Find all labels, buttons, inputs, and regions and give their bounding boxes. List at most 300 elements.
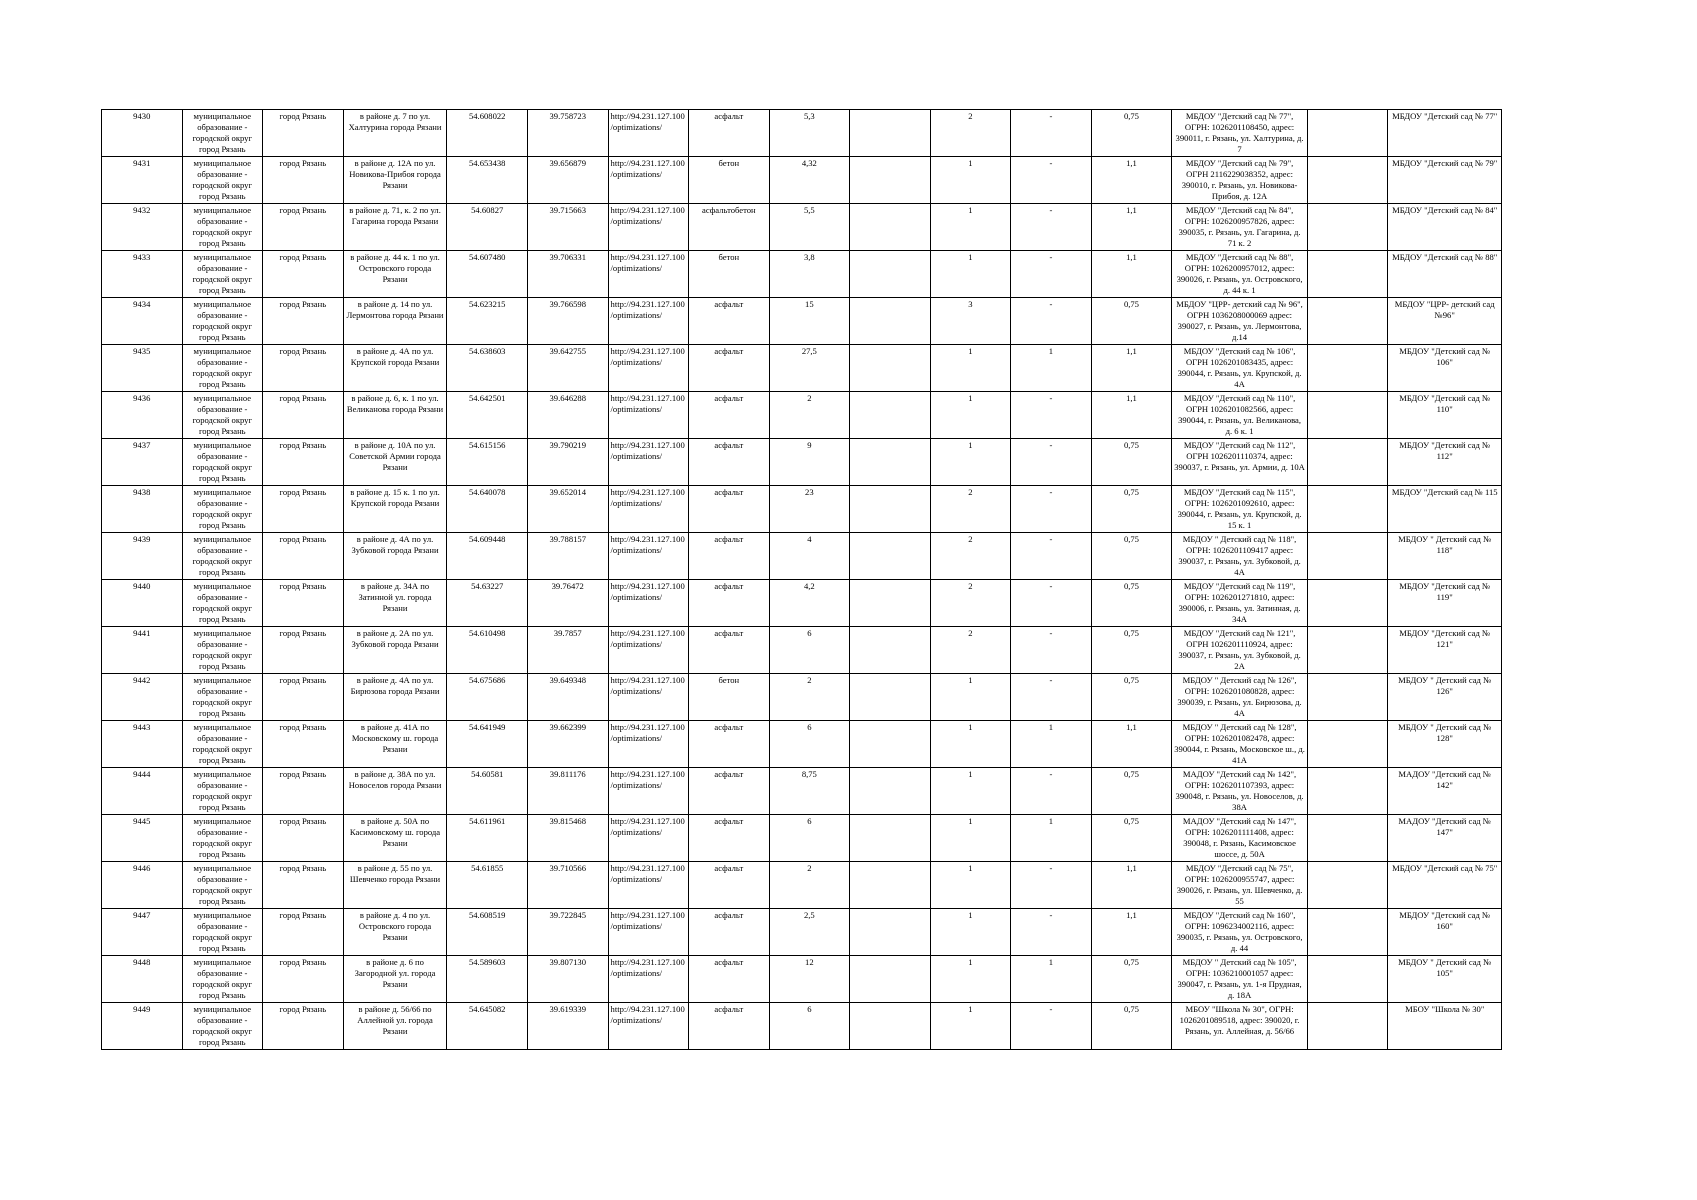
cell-latitude: 54.640078 [447, 486, 528, 533]
cell-owner-details: МБДОУ "Детский сад № 75", ОГРН: 1026200955747, адрес: 390026, г. Рязань, ул. Шевченко, д. 55 [1172, 862, 1308, 909]
cell-municipality: муниципальное образование - городской округ город Рязань [182, 909, 263, 956]
cell-locality: город Рязань [263, 909, 344, 956]
cell-latitude: 54.642501 [447, 392, 528, 439]
cell-surface: бетон [689, 674, 770, 721]
cell-municipality: муниципальное образование - городской округ город Рязань [182, 1003, 263, 1050]
cell-column-12: - [1011, 768, 1092, 815]
cell-area: 3,8 [769, 251, 850, 298]
table-row [102, 956, 1502, 1003]
cell-organization: МБДОУ "Детский сад № 88" [1388, 251, 1502, 298]
cell-longitude: 39.706331 [527, 251, 608, 298]
cell-map-link[interactable]: http://94.231.127.100/optimizations/ [608, 674, 689, 721]
table-row [102, 674, 1502, 721]
cell-locality: город Рязань [263, 298, 344, 345]
cell-container-volume: 1,1 [1091, 721, 1172, 768]
cell-map-link[interactable]: http://94.231.127.100/optimizations/ [608, 345, 689, 392]
cell-owner-details: МБДОУ "Детский сад № 112", ОГРН 1026201110374, адрес: 390037, г. Рязань, ул. Армии, д. 10А [1172, 439, 1308, 486]
cell-row-number: 9445 [102, 815, 183, 862]
cell-map-link[interactable]: http://94.231.127.100/optimizations/ [608, 533, 689, 580]
cell-longitude: 39.619339 [527, 1003, 608, 1050]
cell-column-10 [850, 674, 931, 721]
cell-municipality: муниципальное образование - городской округ город Рязань [182, 533, 263, 580]
cell-map-link[interactable]: http://94.231.127.100/optimizations/ [608, 298, 689, 345]
cell-column-10 [850, 345, 931, 392]
cell-area: 8,75 [769, 768, 850, 815]
cell-container-volume: 0,75 [1091, 627, 1172, 674]
cell-locality: город Рязань [263, 439, 344, 486]
cell-location: в районе д. 4А по ул. Зубковой города Рязани [343, 533, 447, 580]
cell-column-15 [1307, 110, 1388, 157]
cell-longitude: 39.815468 [527, 815, 608, 862]
cell-area: 2 [769, 674, 850, 721]
cell-location: в районе д. 12А по ул. Новикова-Прибоя города Рязани [343, 157, 447, 204]
cell-column-15 [1307, 533, 1388, 580]
table-row [102, 909, 1502, 956]
table-row [102, 251, 1502, 298]
cell-row-number: 9436 [102, 392, 183, 439]
cell-organization: МБДОУ "Детский сад № 119" [1388, 580, 1502, 627]
cell-municipality: муниципальное образование - городской округ город Рязань [182, 486, 263, 533]
cell-latitude: 54.623215 [447, 298, 528, 345]
cell-map-link[interactable]: http://94.231.127.100/optimizations/ [608, 157, 689, 204]
cell-column-12: - [1011, 204, 1092, 251]
table-row [102, 298, 1502, 345]
cell-column-15 [1307, 580, 1388, 627]
cell-location: в районе д. 56/66 по Аллейной ул. города Рязани [343, 1003, 447, 1050]
table-row [102, 1003, 1502, 1050]
cell-column-10 [850, 1003, 931, 1050]
cell-owner-details: МАДОУ "Детский сад № 142", ОГРН: 1026201107393, адрес: 390048, г. Рязань, ул. Новоселов, д. 38А [1172, 768, 1308, 815]
cell-longitude: 39.788157 [527, 533, 608, 580]
cell-column-12: - [1011, 392, 1092, 439]
cell-surface: асфальт [689, 110, 770, 157]
cell-locality: город Рязань [263, 345, 344, 392]
cell-location: в районе д. 38А по ул. Новоселов города Рязани [343, 768, 447, 815]
cell-owner-details: МАДОУ "Детский сад № 147", ОГРН: 1026201111408, адрес: 390048, г. Рязань, Касимовское шоссе, д. 50А [1172, 815, 1308, 862]
cell-map-link[interactable]: http://94.231.127.100/optimizations/ [608, 251, 689, 298]
cell-locality: город Рязань [263, 627, 344, 674]
cell-surface: асфальт [689, 721, 770, 768]
cell-municipality: муниципальное образование - городской округ город Рязань [182, 956, 263, 1003]
cell-column-10 [850, 298, 931, 345]
cell-row-number: 9442 [102, 674, 183, 721]
cell-organization: МБДОУ " Детский сад № 105" [1388, 956, 1502, 1003]
cell-owner-details: МБДОУ "Детский сад № 88", ОГРН: 1026200957012, адрес: 390026, г. Рязань, ул. Островского, д. 44 к. 1 [1172, 251, 1308, 298]
cell-column-10 [850, 909, 931, 956]
cell-municipality: муниципальное образование - городской округ город Рязань [182, 768, 263, 815]
cell-container-count: 1 [930, 204, 1011, 251]
cell-municipality: муниципальное образование - городской округ город Рязань [182, 862, 263, 909]
cell-column-12: - [1011, 533, 1092, 580]
cell-column-15 [1307, 721, 1388, 768]
cell-longitude: 39.766598 [527, 298, 608, 345]
cell-municipality: муниципальное образование - городской округ город Рязань [182, 251, 263, 298]
cell-location: в районе д. 50А по Касимовскому ш. города Рязани [343, 815, 447, 862]
cell-municipality: муниципальное образование - городской округ город Рязань [182, 439, 263, 486]
cell-column-10 [850, 627, 931, 674]
cell-owner-details: МБДОУ "Детский сад № 77", ОГРН: 1026201108450, адрес: 390011, г. Рязань, ул. Халтурина, д. 7 [1172, 110, 1308, 157]
cell-container-volume: 0,75 [1091, 768, 1172, 815]
cell-longitude: 39.722845 [527, 909, 608, 956]
table-row [102, 627, 1502, 674]
cell-column-15 [1307, 439, 1388, 486]
cell-organization: МБОУ "Школа № 30" [1388, 1003, 1502, 1050]
cell-latitude: 54.675686 [447, 674, 528, 721]
cell-longitude: 39.656879 [527, 157, 608, 204]
cell-locality: город Рязань [263, 721, 344, 768]
cell-area: 4,2 [769, 580, 850, 627]
cell-column-10 [850, 157, 931, 204]
cell-municipality: муниципальное образование - городской округ город Рязань [182, 815, 263, 862]
cell-municipality: муниципальное образование - городской округ город Рязань [182, 204, 263, 251]
cell-locality: город Рязань [263, 862, 344, 909]
cell-column-12: - [1011, 674, 1092, 721]
cell-container-volume: 0,75 [1091, 674, 1172, 721]
cell-container-volume: 0,75 [1091, 298, 1172, 345]
table-row [102, 204, 1502, 251]
cell-column-15 [1307, 627, 1388, 674]
cell-organization: МАДОУ "Детский сад № 142" [1388, 768, 1502, 815]
cell-longitude: 39.710566 [527, 862, 608, 909]
cell-surface: асфальт [689, 815, 770, 862]
cell-column-15 [1307, 486, 1388, 533]
table-row [102, 345, 1502, 392]
cell-organization: МБДОУ " Детский сад № 126" [1388, 674, 1502, 721]
cell-latitude: 54.607480 [447, 251, 528, 298]
cell-map-link[interactable]: http://94.231.127.100/optimizations/ [608, 909, 689, 956]
cell-container-volume: 0,75 [1091, 1003, 1172, 1050]
cell-area: 5,5 [769, 204, 850, 251]
cell-owner-details: МБДОУ " Детский сад № 118", ОГРН: 1026201109417 адрес: 390037, г. Рязань, ул. Зубковой, д. 4А [1172, 533, 1308, 580]
cell-container-count: 2 [930, 110, 1011, 157]
cell-column-15 [1307, 157, 1388, 204]
cell-municipality: муниципальное образование - городской округ город Рязань [182, 298, 263, 345]
cell-container-count: 3 [930, 298, 1011, 345]
cell-surface: асфальт [689, 909, 770, 956]
cell-locality: город Рязань [263, 956, 344, 1003]
cell-organization: МБДОУ "Детский сад № 112" [1388, 439, 1502, 486]
cell-column-10 [850, 251, 931, 298]
cell-owner-details: МБДОУ " Детский сад № 105", ОГРН: 1036210001057 адрес: 390047, г. Рязань, ул. 1-я Прудная, д. 18А [1172, 956, 1308, 1003]
cell-locality: город Рязань [263, 533, 344, 580]
cell-container-volume: 1,1 [1091, 157, 1172, 204]
cell-row-number: 9432 [102, 204, 183, 251]
cell-container-volume: 1,1 [1091, 251, 1172, 298]
cell-map-link[interactable]: http://94.231.127.100/optimizations/ [608, 627, 689, 674]
cell-area: 4,32 [769, 157, 850, 204]
cell-map-link[interactable]: http://94.231.127.100/optimizations/ [608, 110, 689, 157]
cell-row-number: 9440 [102, 580, 183, 627]
cell-column-12: - [1011, 862, 1092, 909]
cell-area: 6 [769, 627, 850, 674]
cell-row-number: 9431 [102, 157, 183, 204]
cell-locality: город Рязань [263, 674, 344, 721]
cell-column-12: - [1011, 439, 1092, 486]
cell-latitude: 54.609448 [447, 533, 528, 580]
cell-organization: МБДОУ "Детский сад № 79" [1388, 157, 1502, 204]
cell-surface: асфальт [689, 862, 770, 909]
cell-row-number: 9444 [102, 768, 183, 815]
cell-location: в районе д. 4А по ул. Бирюзова города Рязани [343, 674, 447, 721]
cell-container-volume: 0,75 [1091, 956, 1172, 1003]
cell-locality: город Рязань [263, 580, 344, 627]
cell-column-10 [850, 533, 931, 580]
cell-map-link[interactable]: http://94.231.127.100/optimizations/ [608, 721, 689, 768]
cell-column-12: - [1011, 298, 1092, 345]
table-row [102, 768, 1502, 815]
cell-location: в районе д. 6, к. 1 по ул. Великанова города Рязани [343, 392, 447, 439]
cell-column-12: 1 [1011, 721, 1092, 768]
cell-longitude: 39.790219 [527, 439, 608, 486]
cell-longitude: 39.758723 [527, 110, 608, 157]
cell-latitude: 54.653438 [447, 157, 528, 204]
cell-row-number: 9448 [102, 956, 183, 1003]
cell-location: в районе д. 2А по ул. Зубковой города Рязани [343, 627, 447, 674]
cell-container-count: 1 [930, 392, 1011, 439]
cell-map-link[interactable]: http://94.231.127.100/optimizations/ [608, 862, 689, 909]
cell-longitude: 39.652014 [527, 486, 608, 533]
cell-container-volume: 0,75 [1091, 439, 1172, 486]
cell-column-15 [1307, 298, 1388, 345]
cell-location: в районе д. 14 по ул. Лермонтова города Рязани [343, 298, 447, 345]
cell-column-15 [1307, 909, 1388, 956]
cell-container-volume: 0,75 [1091, 815, 1172, 862]
cell-area: 4 [769, 533, 850, 580]
cell-surface: бетон [689, 251, 770, 298]
cell-owner-details: МБДОУ "ЦРР- детский сад № 96", ОГРН 1036208000069 адрес: 390027, г. Рязань, ул. Лермонтова, д.14 [1172, 298, 1308, 345]
cell-container-count: 2 [930, 533, 1011, 580]
cell-row-number: 9430 [102, 110, 183, 157]
cell-owner-details: МБДОУ "Детский сад № 79", ОГРН 2116229038352, адрес: 390010, г. Рязань, ул. Новикова-Прибоя, д. 12А [1172, 157, 1308, 204]
cell-location: в районе д. 4 по ул. Островского города Рязани [343, 909, 447, 956]
cell-municipality: муниципальное образование - городской округ город Рязань [182, 345, 263, 392]
cell-longitude: 39.662399 [527, 721, 608, 768]
cell-column-12: 1 [1011, 345, 1092, 392]
cell-container-count: 1 [930, 956, 1011, 1003]
cell-row-number: 9447 [102, 909, 183, 956]
cell-location: в районе д. 7 по ул. Халтурина города Рязани [343, 110, 447, 157]
cell-container-count: 1 [930, 157, 1011, 204]
cell-container-count: 1 [930, 345, 1011, 392]
cell-organization: МБДОУ "Детский сад № 160" [1388, 909, 1502, 956]
cell-column-10 [850, 768, 931, 815]
cell-column-12: - [1011, 110, 1092, 157]
cell-owner-details: МБДОУ " Детский сад № 126", ОГРН: 1026201080828, адрес: 390039, г. Рязань, ул. Бирюзова, д. 4А [1172, 674, 1308, 721]
cell-longitude: 39.646288 [527, 392, 608, 439]
cell-surface: асфальт [689, 439, 770, 486]
cell-organization: МБДОУ "Детский сад № 110" [1388, 392, 1502, 439]
cell-column-12: - [1011, 909, 1092, 956]
cell-owner-details: МБДОУ " Детский сад № 128", ОГРН: 1026201082478, адрес: 390044, г. Рязань, Московское ш., д. 41А [1172, 721, 1308, 768]
cell-container-volume: 1,1 [1091, 862, 1172, 909]
cell-latitude: 54.63227 [447, 580, 528, 627]
cell-row-number: 9437 [102, 439, 183, 486]
cell-locality: город Рязань [263, 110, 344, 157]
table-row [102, 533, 1502, 580]
cell-surface: бетон [689, 157, 770, 204]
cell-location: в районе д. 55 по ул. Шевченко города Рязани [343, 862, 447, 909]
cell-location: в районе д. 4А по ул. Крупской города Рязани [343, 345, 447, 392]
cell-column-12: - [1011, 251, 1092, 298]
cell-container-count: 1 [930, 251, 1011, 298]
cell-row-number: 9433 [102, 251, 183, 298]
cell-container-volume: 1,1 [1091, 345, 1172, 392]
cell-locality: город Рязань [263, 392, 344, 439]
cell-area: 6 [769, 815, 850, 862]
cell-column-15 [1307, 956, 1388, 1003]
cell-location: в районе д. 41А по Московскому ш. города Рязани [343, 721, 447, 768]
cell-map-link[interactable]: http://94.231.127.100/optimizations/ [608, 439, 689, 486]
cell-row-number: 9446 [102, 862, 183, 909]
cell-locality: город Рязань [263, 1003, 344, 1050]
cell-column-15 [1307, 815, 1388, 862]
cell-area: 15 [769, 298, 850, 345]
cell-map-link[interactable]: http://94.231.127.100/optimizations/ [608, 815, 689, 862]
cell-surface: асфальтобетон [689, 204, 770, 251]
cell-locality: город Рязань [263, 157, 344, 204]
table-row [102, 157, 1502, 204]
cell-container-volume: 1,1 [1091, 392, 1172, 439]
cell-location: в районе д. 34А по Затинной ул. города Рязани [343, 580, 447, 627]
cell-owner-details: МБОУ "Школа № 30", ОГРН: 1026201089518, адрес: 390020, г. Рязань, ул. Аллейная, д. 56/66 [1172, 1003, 1308, 1050]
cell-container-volume: 1,1 [1091, 909, 1172, 956]
cell-location: в районе д. 10А по ул. Советской Армии города Рязани [343, 439, 447, 486]
cell-organization: МБДОУ "ЦРР- детский сад №96" [1388, 298, 1502, 345]
registry-table [101, 109, 1502, 1050]
cell-column-10 [850, 721, 931, 768]
cell-municipality: муниципальное образование - городской округ город Рязань [182, 674, 263, 721]
cell-owner-details: МБДОУ "Детский сад № 84", ОГРН: 1026200957826, адрес: 390035, г. Рязань, ул. Гагарина, д. 71 к. 2 [1172, 204, 1308, 251]
cell-column-10 [850, 862, 931, 909]
cell-row-number: 9441 [102, 627, 183, 674]
cell-locality: город Рязань [263, 815, 344, 862]
cell-area: 2,5 [769, 909, 850, 956]
cell-column-10 [850, 439, 931, 486]
cell-owner-details: МБДОУ "Детский сад № 121", ОГРН 1026201110924, адрес: 390037, г. Рязань, ул. Зубковой, д. 2А [1172, 627, 1308, 674]
cell-latitude: 54.615156 [447, 439, 528, 486]
cell-latitude: 54.589603 [447, 956, 528, 1003]
cell-column-12: 1 [1011, 956, 1092, 1003]
cell-owner-details: МБДОУ "Детский сад № 110", ОГРН 1026201082566, адрес: 390044, г. Рязань, ул. Великанова, д. 6 к. 1 [1172, 392, 1308, 439]
cell-container-count: 1 [930, 439, 1011, 486]
cell-latitude: 54.610498 [447, 627, 528, 674]
cell-locality: город Рязань [263, 486, 344, 533]
cell-row-number: 9434 [102, 298, 183, 345]
cell-column-15 [1307, 674, 1388, 721]
cell-container-count: 1 [930, 721, 1011, 768]
cell-latitude: 54.608022 [447, 110, 528, 157]
cell-column-15 [1307, 251, 1388, 298]
cell-organization: МБДОУ "Детский сад № 115 [1388, 486, 1502, 533]
table-row [102, 486, 1502, 533]
cell-area: 27,5 [769, 345, 850, 392]
cell-latitude: 54.645082 [447, 1003, 528, 1050]
cell-row-number: 9438 [102, 486, 183, 533]
cell-column-15 [1307, 204, 1388, 251]
cell-longitude: 39.7857 [527, 627, 608, 674]
cell-container-volume: 1,1 [1091, 204, 1172, 251]
cell-longitude: 39.715663 [527, 204, 608, 251]
cell-container-count: 1 [930, 1003, 1011, 1050]
cell-organization: МБДОУ "Детский сад № 106" [1388, 345, 1502, 392]
cell-surface: асфальт [689, 1003, 770, 1050]
table-row [102, 580, 1502, 627]
cell-locality: город Рязань [263, 204, 344, 251]
cell-area: 6 [769, 721, 850, 768]
cell-surface: асфальт [689, 533, 770, 580]
cell-longitude: 39.807130 [527, 956, 608, 1003]
cell-container-count: 1 [930, 674, 1011, 721]
cell-container-count: 2 [930, 580, 1011, 627]
cell-owner-details: МБДОУ "Детский сад № 160", ОГРН: 1096234002116, адрес: 390035, г. Рязань, ул. Островского, д. 44 [1172, 909, 1308, 956]
cell-column-10 [850, 956, 931, 1003]
cell-surface: асфальт [689, 580, 770, 627]
cell-column-10 [850, 204, 931, 251]
cell-latitude: 54.60827 [447, 204, 528, 251]
cell-container-volume: 0,75 [1091, 486, 1172, 533]
table-row [102, 110, 1502, 157]
cell-organization: МБДОУ " Детский сад № 128" [1388, 721, 1502, 768]
cell-area: 2 [769, 862, 850, 909]
cell-latitude: 54.641949 [447, 721, 528, 768]
cell-column-15 [1307, 1003, 1388, 1050]
cell-longitude: 39.642755 [527, 345, 608, 392]
cell-municipality: муниципальное образование - городской округ город Рязань [182, 721, 263, 768]
cell-container-volume: 0,75 [1091, 533, 1172, 580]
cell-container-count: 1 [930, 815, 1011, 862]
cell-column-10 [850, 392, 931, 439]
cell-owner-details: МБДОУ "Детский сад № 119", ОГРН: 1026201271810, адрес: 390006, г. Рязань, ул. Затинная, д. 34А [1172, 580, 1308, 627]
cell-locality: город Рязань [263, 768, 344, 815]
cell-municipality: муниципальное образование - городской округ город Рязань [182, 392, 263, 439]
cell-column-15 [1307, 768, 1388, 815]
cell-organization: МБДОУ "Детский сад № 75" [1388, 862, 1502, 909]
cell-surface: асфальт [689, 345, 770, 392]
cell-column-12: - [1011, 580, 1092, 627]
cell-map-link[interactable]: http://94.231.127.100/optimizations/ [608, 580, 689, 627]
table-row [102, 392, 1502, 439]
cell-owner-details: МБДОУ "Детский сад № 115", ОГРН: 1026201092610, адрес: 390044, г. Рязань, ул. Крупской, д. 15 к. 1 [1172, 486, 1308, 533]
cell-location: в районе д. 15 к. 1 по ул. Крупской города Рязани [343, 486, 447, 533]
cell-column-10 [850, 815, 931, 862]
cell-container-count: 2 [930, 627, 1011, 674]
cell-container-count: 1 [930, 862, 1011, 909]
cell-container-count: 2 [930, 486, 1011, 533]
cell-map-link[interactable]: http://94.231.127.100/optimizations/ [608, 486, 689, 533]
cell-map-link[interactable]: http://94.231.127.100/optimizations/ [608, 956, 689, 1003]
cell-container-count: 1 [930, 909, 1011, 956]
cell-map-link[interactable]: http://94.231.127.100/optimizations/ [608, 768, 689, 815]
cell-container-count: 1 [930, 768, 1011, 815]
cell-longitude: 39.649348 [527, 674, 608, 721]
cell-container-volume: 0,75 [1091, 580, 1172, 627]
cell-latitude: 54.61855 [447, 862, 528, 909]
cell-map-link[interactable]: http://94.231.127.100/optimizations/ [608, 204, 689, 251]
cell-row-number: 9443 [102, 721, 183, 768]
cell-container-volume: 0,75 [1091, 110, 1172, 157]
cell-map-link[interactable]: http://94.231.127.100/optimizations/ [608, 1003, 689, 1050]
cell-area: 2 [769, 392, 850, 439]
cell-map-link[interactable]: http://94.231.127.100/optimizations/ [608, 392, 689, 439]
cell-surface: асфальт [689, 392, 770, 439]
cell-municipality: муниципальное образование - городской округ город Рязань [182, 580, 263, 627]
cell-organization: МБДОУ " Детский сад № 118" [1388, 533, 1502, 580]
cell-area: 6 [769, 1003, 850, 1050]
table-row [102, 439, 1502, 486]
cell-surface: асфальт [689, 627, 770, 674]
cell-locality: город Рязань [263, 251, 344, 298]
cell-column-15 [1307, 392, 1388, 439]
